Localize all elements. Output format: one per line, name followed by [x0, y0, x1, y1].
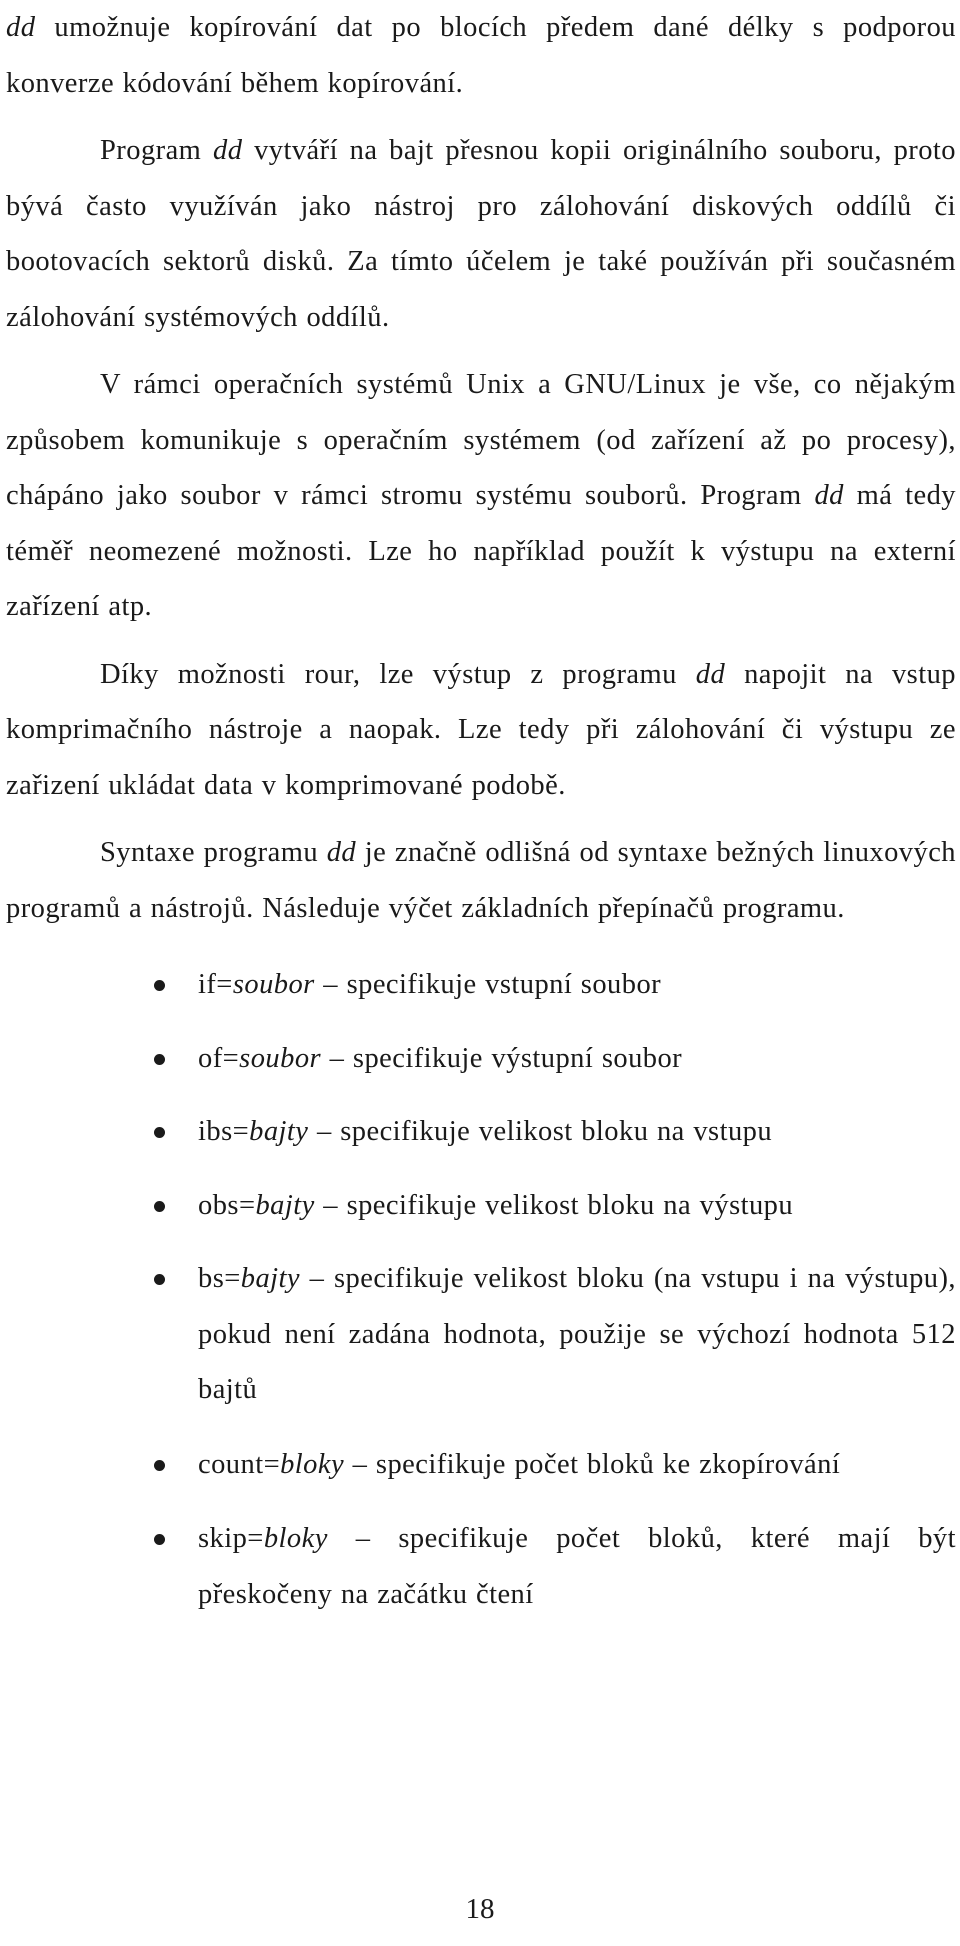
paragraph-text: V rámci operačních systémů Unix a GNU/Linux je vše, co nějakým způsobem komunikuje s operačním systémem (od zařízení až po procesy), chápáno jako soubor v rámci stromu systému souborů. Program: [6, 369, 956, 511]
paragraph-text: vytváří na bajt přesnou kopii originálního souboru, proto bývá často využíván jako nástroj pro zálohování diskových oddílů či bootovacích sektorů disků. Za tímto účelem je také používán při současném zálohování systémových oddílů.: [6, 135, 957, 333]
option-argument: bajty: [255, 1189, 315, 1221]
paragraph-text: napojit na vstup komprimačního nástroje a naopak. Lze tedy při zálohování či výstupu ze zařizení ukládat data v komprimované podobě.: [6, 658, 956, 801]
option-item-if: [6, 957, 956, 1013]
bullet-icon: [154, 1127, 165, 1138]
option-description: – specifikuje výstupní soubor: [321, 1042, 683, 1074]
option-key: of=: [198, 1042, 240, 1074]
option-key: ibs=: [198, 1116, 250, 1147]
option-argument: bloky: [280, 1448, 345, 1480]
paragraph-program-copy: [6, 123, 956, 345]
option-item-of: [6, 1031, 956, 1087]
option-argument: bloky: [263, 1523, 328, 1554]
paragraph-intro: [6, 0, 956, 111]
page-number: 18: [465, 1893, 495, 1925]
bullet-icon: [154, 1534, 165, 1545]
option-item-skip: [6, 1511, 956, 1622]
option-description: – specifikuje velikost bloku (na vstupu i na výstupu), pokud není zadána hodnota, použije se výchozí hodnota 512 bajtů: [198, 1263, 956, 1405]
bullet-icon: [154, 1460, 165, 1471]
option-description: – specifikuje počet bloků, které mají být přeskočeny na začátku čtení: [198, 1523, 956, 1610]
paragraph-text: umožnuje kopírování dat po blocích předem dané délky s podporou konverze kódování během kopírování.: [6, 12, 956, 99]
option-key: if=: [198, 969, 233, 1000]
paragraph-text: má tedy téměř neomezené možnosti. Lze ho například použít k výstupu na externí zařízení atp.: [6, 480, 956, 622]
option-item-ibs: [6, 1104, 956, 1160]
option-description: – specifikuje velikost bloku na vstupu: [308, 1116, 773, 1147]
option-argument: soubor: [232, 969, 315, 1000]
paragraph-unix-files: [6, 357, 956, 635]
paragraph-text: Syntaxe programu: [100, 837, 327, 868]
bullet-icon: [154, 980, 165, 991]
program-name: dd: [326, 837, 357, 868]
option-argument: soubor: [239, 1042, 322, 1074]
paragraph-pipes: [6, 647, 956, 814]
bullet-icon: [154, 1201, 165, 1212]
option-key: bs=: [198, 1263, 241, 1294]
option-description: – specifikuje vstupní soubor: [314, 969, 662, 1000]
program-name: dd: [695, 658, 726, 690]
document-page: [6, 0, 956, 1946]
option-key: obs=: [198, 1189, 256, 1221]
option-key: count=: [198, 1448, 281, 1480]
bullet-icon: [154, 1274, 165, 1285]
bullet-icon: [154, 1054, 165, 1065]
option-item-obs: [6, 1178, 956, 1234]
paragraph-text: Program: [100, 135, 213, 166]
option-argument: bajty: [240, 1263, 301, 1294]
option-argument: bajty: [249, 1116, 309, 1147]
option-item-count: [6, 1437, 956, 1493]
program-name: dd: [6, 12, 36, 43]
options-list: [6, 957, 956, 1622]
option-key: skip=: [198, 1523, 264, 1554]
paragraph-text: je značně odlišná od syntaxe bežných linuxových programů a nástrojů. Následuje výčet základních přepínačů programu.: [6, 837, 956, 924]
program-name: dd: [213, 135, 243, 166]
paragraph-text: Díky možnosti rour, lze výstup z programu: [100, 658, 696, 690]
program-name: dd: [814, 480, 844, 511]
option-description: – specifikuje velikost bloku na výstupu: [314, 1189, 794, 1221]
option-description: – specifikuje počet bloků ke zkopírování: [344, 1448, 841, 1480]
paragraph-syntax: [6, 825, 956, 936]
option-item-bs: [6, 1251, 956, 1418]
